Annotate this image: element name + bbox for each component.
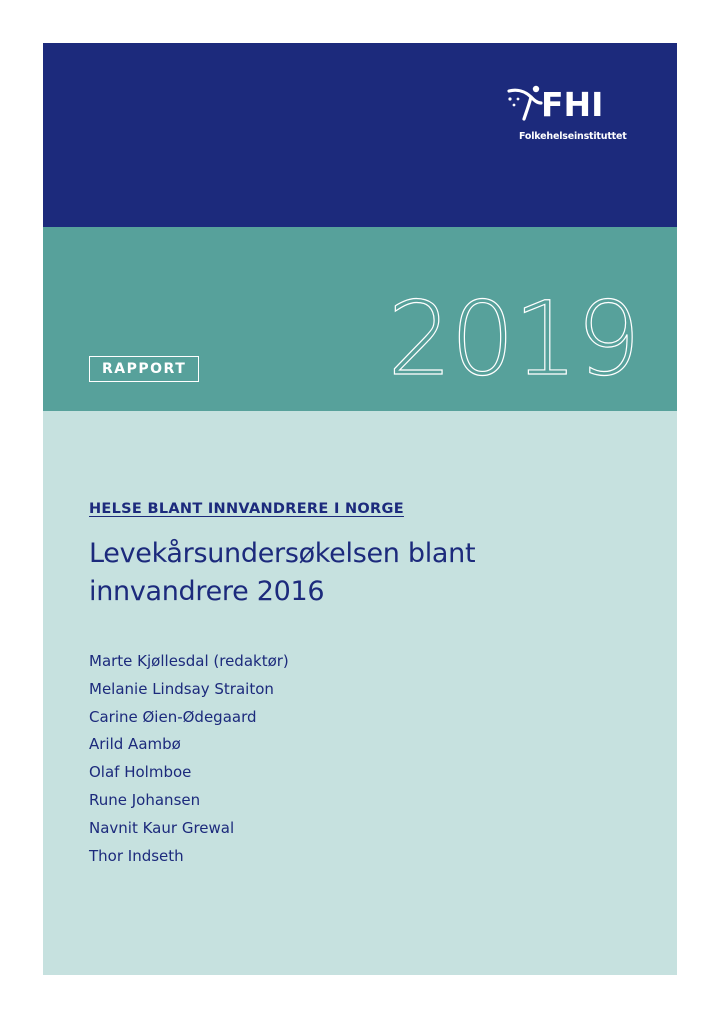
author-name: Arild Aambø — [89, 735, 181, 754]
publication-year: 2019 — [387, 280, 639, 399]
author-name: Navnit Kaur Grewal — [89, 818, 235, 837]
logo-subtitle: Folkehelseinstituttet — [519, 131, 627, 142]
year-band — [43, 227, 677, 411]
header-band — [43, 43, 677, 227]
logo-wordmark: FHI — [541, 85, 604, 124]
report-type-badge: RAPPORT — [89, 356, 199, 382]
fhi-logo — [507, 83, 637, 143]
author-name: Olaf Holmboe — [89, 763, 192, 782]
content-band — [43, 411, 677, 975]
author-name: Melanie Lindsay Straiton — [89, 679, 274, 698]
series-title: HELSE BLANT INNVANDRERE I NORGE — [89, 501, 404, 517]
author-name: Marte Kjøllesdal (redaktør) — [89, 652, 289, 670]
report-title: Levekårsundersøkelsen blant innvandrere 2016 — [89, 538, 476, 607]
author-name: Thor Indseth — [89, 846, 184, 865]
author-name: Carine Øien-Ødegaard — [89, 707, 257, 726]
report-cover — [43, 43, 677, 975]
author-list — [89, 648, 289, 870]
author-name: Rune Johansen — [89, 790, 201, 809]
